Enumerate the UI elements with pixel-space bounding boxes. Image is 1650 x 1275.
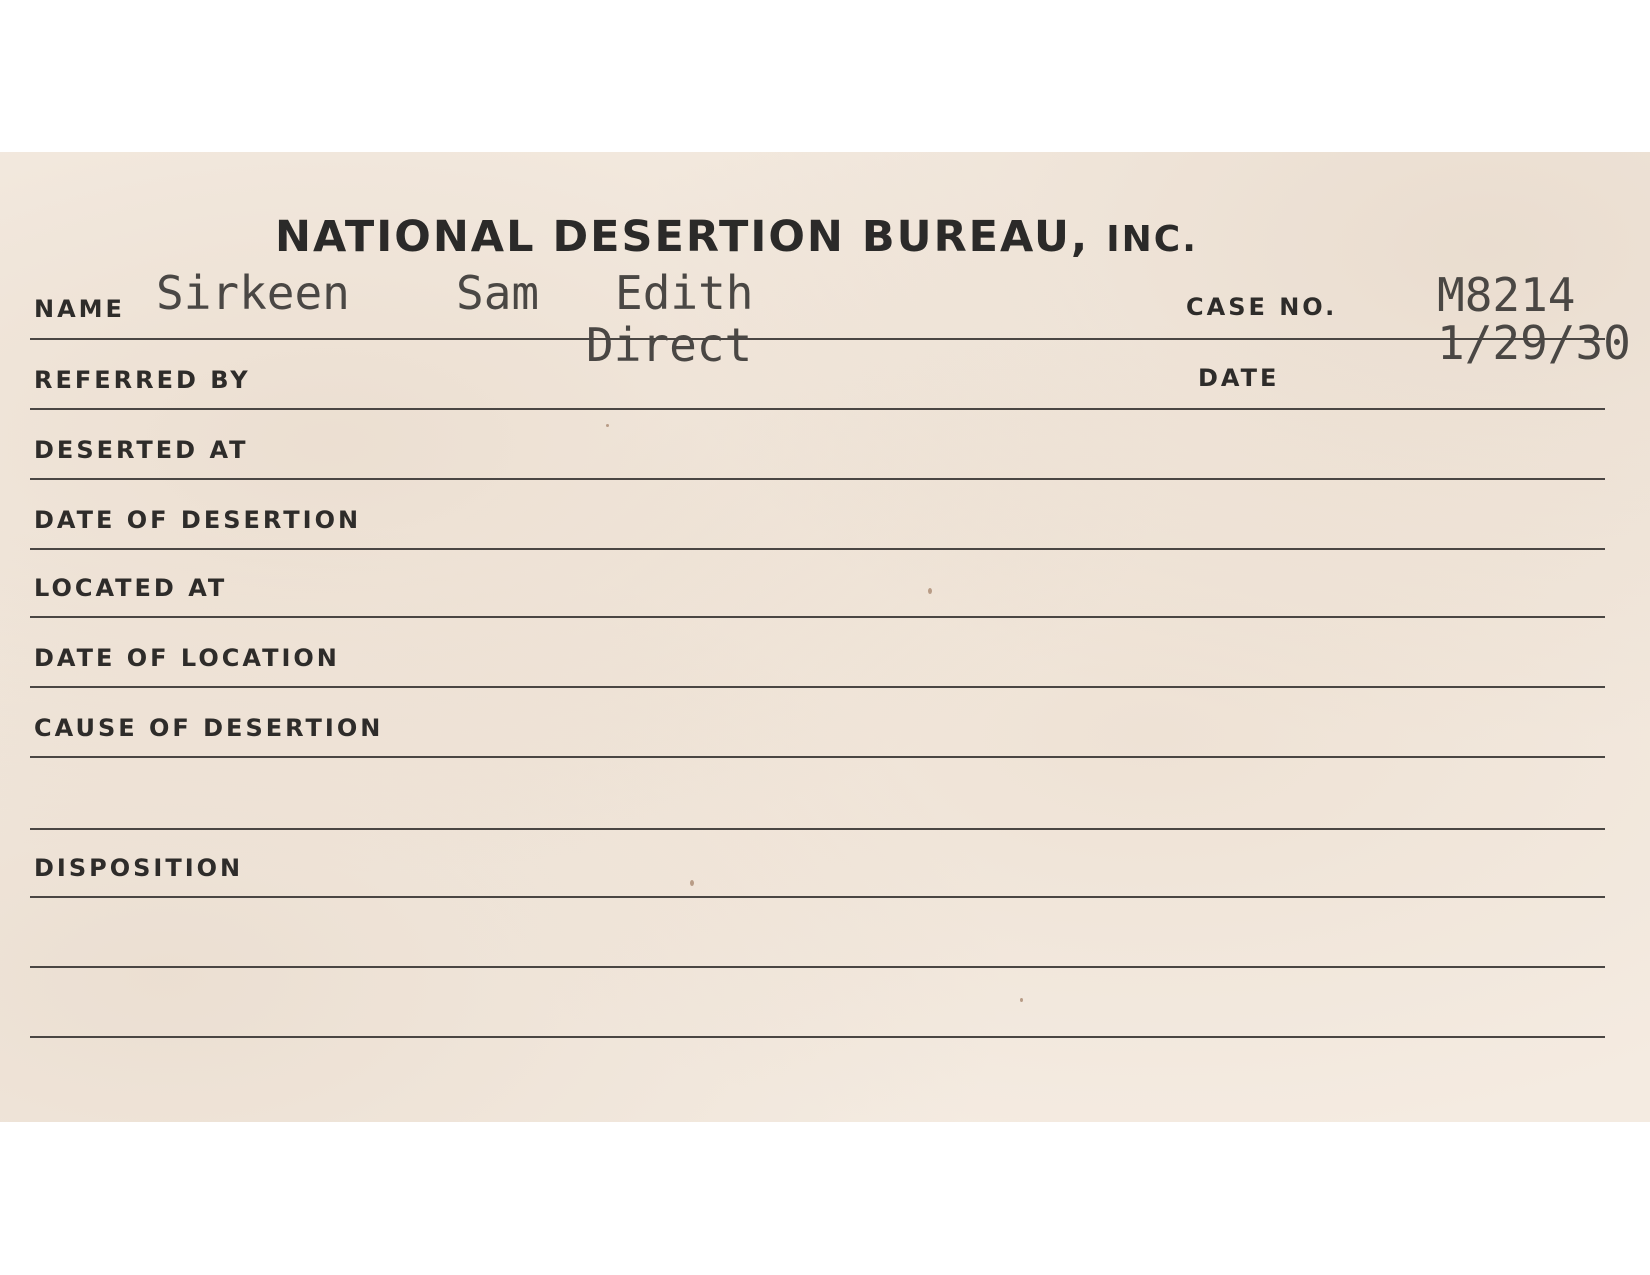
paper-speck	[928, 588, 932, 594]
name-spouse-value: Edith	[615, 266, 754, 320]
case-no-label: CASE NO.	[1186, 293, 1338, 321]
name-label: NAME	[34, 295, 125, 323]
deserted-at-label: DESERTED AT	[34, 436, 249, 464]
referred-by-value: Direct	[586, 318, 753, 372]
cause-of-desertion-label: CAUSE OF DESERTION	[34, 714, 384, 742]
date-of-desertion-label: DATE OF DESERTION	[34, 506, 362, 534]
name-line	[30, 338, 1605, 340]
date-value: 1/29/30	[1437, 316, 1631, 370]
paper-speck	[1020, 998, 1023, 1002]
date-of-location-line	[30, 686, 1605, 688]
card-title	[275, 212, 1198, 262]
paper-speck	[690, 880, 694, 886]
date-label: DATE	[1198, 364, 1280, 392]
case-no-value: M8214	[1437, 268, 1576, 322]
cause-of-desertion-line	[30, 756, 1605, 758]
paper-speck	[606, 424, 609, 427]
disposition-label: DISPOSITION	[34, 854, 244, 882]
bureau-name: NATIONAL DESERTION BUREAU,	[275, 212, 1090, 262]
date-of-location-label: DATE OF LOCATION	[34, 644, 340, 672]
name-surname-value: Sirkeen	[156, 266, 350, 320]
referred-by-line	[30, 408, 1605, 410]
disposition-line-3	[30, 1036, 1605, 1038]
disposition-line-2	[30, 966, 1605, 968]
name-first-value: Sam	[456, 266, 540, 320]
deserted-at-line	[30, 478, 1605, 480]
located-at-label: LOCATED AT	[34, 574, 228, 602]
index-card	[0, 152, 1650, 1122]
referred-by-label: REFERRED BY	[34, 366, 251, 394]
date-of-desertion-line	[30, 548, 1605, 550]
bureau-suffix: INC.	[1106, 219, 1198, 260]
disposition-line	[30, 896, 1605, 898]
cause-of-desertion-line-2	[30, 828, 1605, 830]
located-at-line	[30, 616, 1605, 618]
